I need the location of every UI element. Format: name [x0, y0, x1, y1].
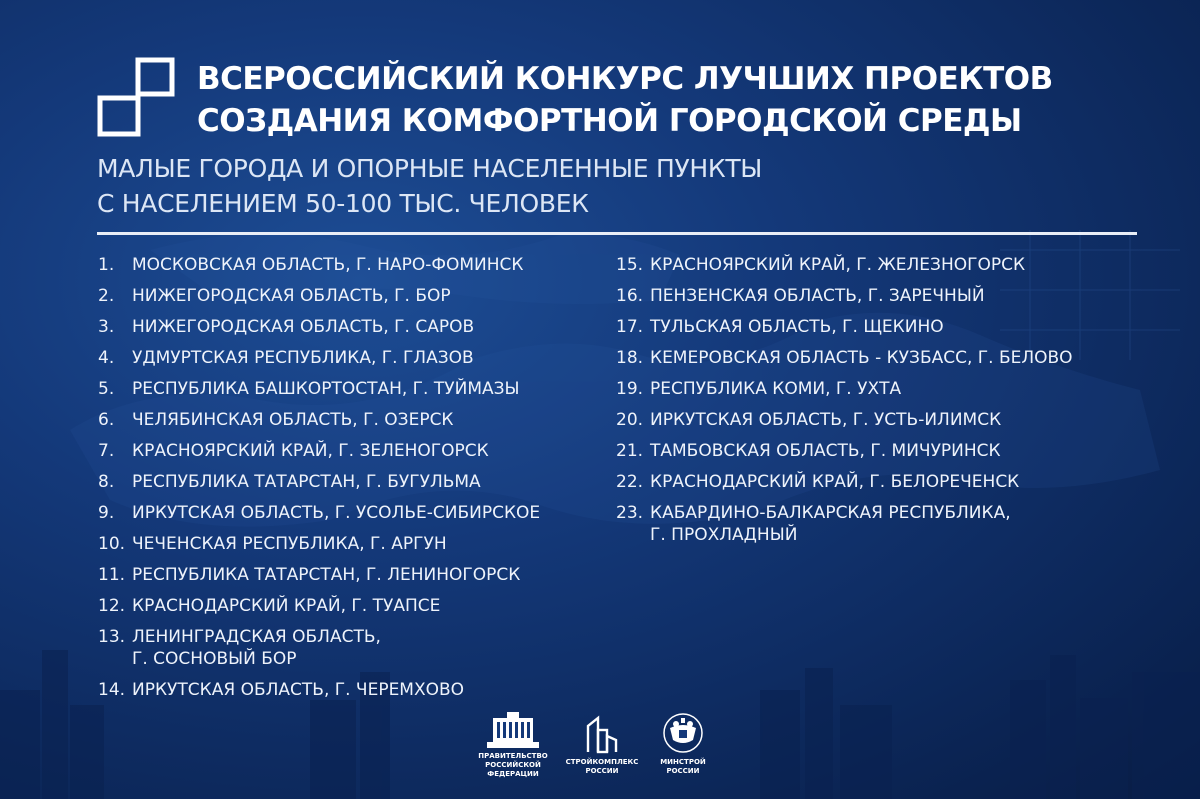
item-number: 22. — [616, 472, 644, 492]
item-text: ЧЕЛЯБИНСКАЯ ОБЛАСТЬ, Г. ОЗЕРСК — [132, 410, 454, 430]
item-text: КРАСНОДАРСКИЙ КРАЙ, Г. ТУАПСЕ — [132, 596, 441, 616]
item-text: КЕМЕРОВСКАЯ ОБЛАСТЬ - КУЗБАСС, Г. БЕЛОВО — [650, 348, 1073, 368]
item-number: 20. — [616, 410, 644, 430]
winners-list-left — [98, 254, 608, 710]
item-text: ИРКУТСКАЯ ОБЛАСТЬ, Г. ЧЕРЕМХОВО — [132, 680, 465, 700]
page-title — [197, 58, 1187, 142]
list-item — [98, 347, 608, 369]
item-number: 21. — [616, 441, 644, 461]
item-number: 2. — [98, 286, 115, 306]
footer-logos — [470, 712, 730, 792]
list-item — [98, 626, 608, 670]
item-number: 3. — [98, 317, 115, 337]
item-text: ТАМБОВСКАЯ ОБЛАСТЬ, Г. МИЧУРИНСК — [650, 441, 1001, 461]
list-item — [98, 471, 608, 493]
item-text — [132, 626, 608, 670]
item-text: РЕСПУБЛИКА ТАТАРСТАН, Г. ЛЕНИНОГОРСК — [132, 565, 521, 585]
list-item — [98, 409, 608, 431]
divider — [97, 232, 1137, 235]
item-text — [650, 502, 1176, 546]
government-logo-line-2: РОССИЙСКОЙ — [485, 761, 541, 769]
subtitle-line-1: МАЛЫЕ ГОРОДА И ОПОРНЫЕ НАСЕЛЕННЫЕ ПУНКТЫ — [97, 154, 763, 183]
winners-list-right — [616, 254, 1176, 555]
item-number: 10. — [98, 534, 126, 554]
item-text-line-1: КАБАРДИНО-БАЛКАРСКАЯ РЕСПУБЛИКА, — [650, 503, 1011, 523]
list-item — [616, 316, 1176, 338]
item-number: 4. — [98, 348, 115, 368]
item-number: 23. — [616, 503, 644, 523]
item-text-line-1: ЛЕНИНГРАДСКАЯ ОБЛАСТЬ, — [132, 627, 381, 647]
item-text: КРАСНОЯРСКИЙ КРАЙ, Г. ЗЕЛЕНОГОРСК — [132, 441, 489, 461]
item-text: УДМУРТСКАЯ РЕСПУБЛИКА, Г. ГЛАЗОВ — [132, 348, 474, 368]
minstroy-logo-line-2: РОССИИ — [666, 767, 700, 775]
list-item — [98, 502, 608, 524]
government-logo-line-1: ПРАВИТЕЛЬСТВО — [478, 752, 548, 760]
item-number: 8. — [98, 472, 115, 492]
item-text: ЧЕЧЕНСКАЯ РЕСПУБЛИКА, Г. АРГУН — [132, 534, 447, 554]
item-text: КРАСНОЯРСКИЙ КРАЙ, Г. ЖЕЛЕЗНОГОРСК — [650, 255, 1026, 275]
list-item — [616, 471, 1176, 493]
item-number: 13. — [98, 627, 126, 647]
list-item — [98, 679, 608, 701]
item-text: ПЕНЗЕНСКАЯ ОБЛАСТЬ, Г. ЗАРЕЧНЫЙ — [650, 286, 985, 306]
item-text: РЕСПУБЛИКА КОМИ, Г. УХТА — [650, 379, 902, 399]
item-number: 5. — [98, 379, 115, 399]
subtitle-line-2: С НАСЕЛЕНИЕМ 50-100 ТЫС. ЧЕЛОВЕК — [97, 189, 589, 218]
item-text-line-2: Г. ПРОХЛАДНЫЙ — [650, 525, 798, 545]
stroykompleks-logo — [556, 712, 648, 776]
list-item — [98, 285, 608, 307]
item-number: 16. — [616, 286, 644, 306]
buildings-icon — [584, 712, 620, 754]
title-line-1: ВСЕРОССИЙСКИЙ КОНКУРС ЛУЧШИХ ПРОЕКТОВ — [197, 61, 1053, 97]
list-item — [98, 378, 608, 400]
list-item — [616, 347, 1176, 369]
item-number: 11. — [98, 565, 126, 585]
list-item — [616, 254, 1176, 276]
item-text-line-2: Г. СОСНОВЫЙ БОР — [132, 649, 297, 669]
item-number: 12. — [98, 596, 126, 616]
minstroy-logo — [648, 712, 718, 776]
item-text: КРАСНОДАРСКИЙ КРАЙ, Г. БЕЛОРЕЧЕНСК — [650, 472, 1020, 492]
item-number: 6. — [98, 410, 115, 430]
item-text: РЕСПУБЛИКА БАШКОРТОСТАН, Г. ТУЙМАЗЫ — [132, 379, 520, 399]
item-number: 7. — [98, 441, 115, 461]
title-line-2: СОЗДАНИЯ КОМФОРТНОЙ ГОРОДСКОЙ СРЕДЫ — [197, 103, 1022, 139]
item-number: 18. — [616, 348, 644, 368]
item-number: 9. — [98, 503, 115, 523]
list-item — [98, 254, 608, 276]
list-item — [616, 285, 1176, 307]
item-text: МОСКОВСКАЯ ОБЛАСТЬ, Г. НАРО-ФОМИНСК — [132, 255, 524, 275]
list-item — [616, 502, 1176, 546]
list-item — [616, 378, 1176, 400]
double-headed-eagle-icon — [662, 712, 704, 754]
page-subtitle — [97, 151, 1147, 221]
item-number: 14. — [98, 680, 126, 700]
item-text: РЕСПУБЛИКА ТАТАРСТАН, Г. БУГУЛЬМА — [132, 472, 481, 492]
item-number: 19. — [616, 379, 644, 399]
item-text: ИРКУТСКАЯ ОБЛАСТЬ, Г. УСТЬ-ИЛИМСК — [650, 410, 1002, 430]
list-item — [98, 564, 608, 586]
item-number: 1. — [98, 255, 115, 275]
item-text: ТУЛЬСКАЯ ОБЛАСТЬ, Г. ЩЕКИНО — [650, 317, 944, 337]
stroykompleks-logo-line-2: РОССИИ — [585, 767, 619, 775]
item-text: НИЖЕГОРОДСКАЯ ОБЛАСТЬ, Г. САРОВ — [132, 317, 475, 337]
list-item — [98, 533, 608, 555]
list-item — [98, 440, 608, 462]
government-logo — [470, 712, 556, 779]
minstroy-logo-line-1: МИНСТРОЙ — [660, 758, 706, 766]
item-number: 17. — [616, 317, 644, 337]
list-item — [98, 595, 608, 617]
list-item — [616, 409, 1176, 431]
government-logo-line-3: ФЕДЕРАЦИИ — [487, 770, 539, 778]
stroykompleks-logo-line-1: СТРОЙКОМПЛЕКС — [565, 758, 639, 766]
item-text: НИЖЕГОРОДСКАЯ ОБЛАСТЬ, Г. БОР — [132, 286, 451, 306]
list-item — [98, 316, 608, 338]
squares-logo-icon — [96, 56, 176, 138]
list-item — [616, 440, 1176, 462]
item-text: ИРКУТСКАЯ ОБЛАСТЬ, Г. УСОЛЬЕ-СИБИРСКОЕ — [132, 503, 541, 523]
item-number: 15. — [616, 255, 644, 275]
government-building-icon — [483, 712, 543, 748]
